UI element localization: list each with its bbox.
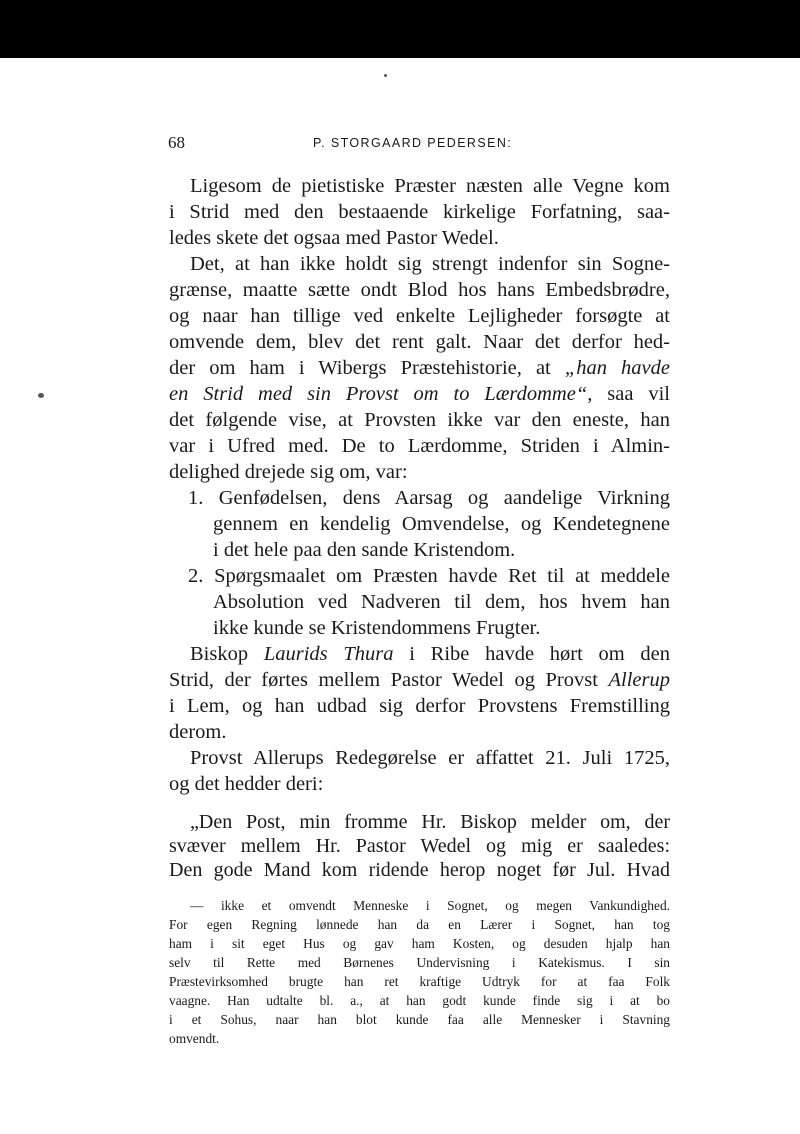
footnote-line: vaagne. Han udtalte bl. a., at han godt kunde finde sig i at bo bbox=[169, 993, 670, 1008]
list-item-line: gennem en kendelig Omvendelse, og Kendetegnene bbox=[213, 513, 670, 535]
body-line bbox=[169, 356, 670, 380]
body-text: der om ham i Wibergs Præstehistorie, at bbox=[169, 357, 551, 379]
page-number: 68 bbox=[168, 133, 185, 152]
body-line bbox=[169, 382, 670, 406]
footnote-line: ham i sit eget Hus og gav ham Kosten, og desuden hjalp han bbox=[169, 936, 670, 951]
running-head: P. STORGAARD PEDERSEN: bbox=[313, 136, 513, 150]
body-line: Ligesom de pietistiske Præster næsten alle Vegne kom bbox=[190, 175, 670, 197]
body-text: Biskop bbox=[190, 643, 249, 665]
body-line bbox=[190, 642, 670, 666]
body-line: i Strid med den bestaaende kirkelige Forfatning, saa- bbox=[169, 201, 670, 223]
list-item-line: ikke kunde se Kristendommens Frugter. bbox=[213, 617, 541, 639]
footnote-line: i et Sohus, naar han blot kunde faa alle Mennesker i Stavning bbox=[169, 1012, 670, 1027]
body-text: i Ribe havde hørt om den bbox=[409, 643, 671, 665]
body-line: grænse, maatte sætte ondt Blod hos hans Embedsbrødre, bbox=[169, 279, 670, 301]
body-line: delighed drejede sig om, var: bbox=[169, 461, 408, 483]
body-line: Det, at han ikke holdt sig strengt indenfor sin Sogne- bbox=[190, 253, 670, 275]
body-line: ledes skete det ogsaa med Pastor Wedel. bbox=[169, 227, 499, 249]
footnote-line: selv til Rette med Børnenes Undervisning i Katekismus. I sin bbox=[169, 955, 670, 970]
scan-speck bbox=[38, 393, 44, 398]
body-line: og naar han tillige ved enkelte Lejligheder forsøgte at bbox=[169, 305, 670, 327]
italic-name: Laurids Thura bbox=[263, 643, 394, 665]
footnote-line: — ikke et omvendt Menneske i Sognet, og megen Vankundighed. bbox=[190, 898, 670, 913]
body-line bbox=[169, 668, 670, 692]
body-text: saa vil bbox=[607, 383, 670, 405]
list-item-line: 2. Spørgsmaalet om Præsten havde Ret til at meddele bbox=[188, 565, 670, 587]
body-line: omvende dem, blev det rent galt. Naar det derfor hed- bbox=[169, 331, 670, 353]
scan-speck bbox=[384, 74, 387, 77]
body-line: Provst Allerups Redegørelse er affattet 21. Juli 1725, bbox=[190, 747, 670, 769]
list-item-line: 1. Genfødelsen, dens Aarsag og aandelige Virkning bbox=[188, 487, 670, 509]
italic-quote: „han havde bbox=[564, 357, 670, 379]
body-line: i Lem, og han udbad sig derfor Provstens Fremstilling bbox=[169, 695, 670, 717]
quote-line: Den gode Mand kom ridende herop noget før Jul. Hvad bbox=[169, 859, 670, 881]
list-item-line: i det hele paa den sande Kristendom. bbox=[213, 539, 516, 561]
footnote-line: omvendt. bbox=[169, 1031, 220, 1046]
body-line: derom. bbox=[169, 721, 227, 743]
body-line: og det hedder deri: bbox=[169, 773, 324, 795]
footnote-line: Præstevirksomhed brugte han ret kraftige Udtryk for at faa Folk bbox=[169, 974, 670, 989]
body-line: var i Ufred med. De to Lærdomme, Striden i Almin- bbox=[169, 435, 670, 457]
body-text: Strid, der førtes mellem Pastor Wedel og Provst bbox=[169, 669, 598, 691]
list-item-line: Absolution ved Nadveren til dem, hos hvem han bbox=[213, 591, 670, 613]
body-line: det følgende vise, at Provsten ikke var den eneste, han bbox=[169, 409, 670, 431]
italic-quote: en Strid med sin Provst om to Lærdomme“, bbox=[169, 383, 593, 405]
quote-line: svæver mellem Hr. Pastor Wedel og mig er saaledes: bbox=[169, 835, 670, 857]
footnote-line: For egen Regning lønnede han da en Lærer i Sognet, han tog bbox=[169, 917, 670, 932]
scan-top-border bbox=[0, 0, 800, 58]
italic-name: Allerup bbox=[608, 669, 670, 691]
quote-line: „Den Post, min fromme Hr. Biskop melder om, der bbox=[190, 811, 670, 833]
